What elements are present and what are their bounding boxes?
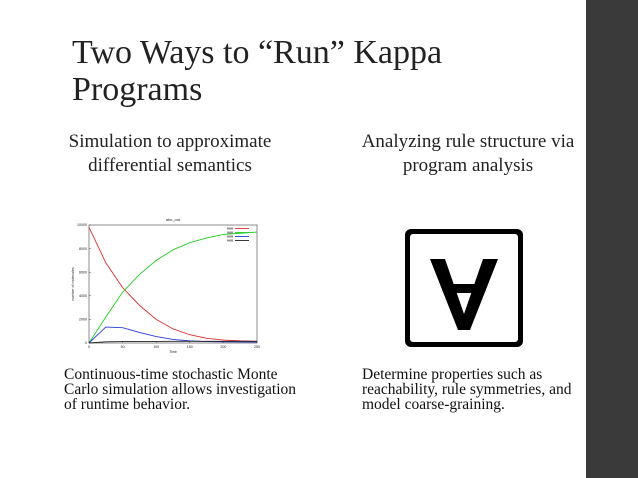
chart-title: abc_out: [165, 217, 181, 222]
turned-a-symbol-panel: [410, 234, 518, 342]
chart-x-axis-label: Time: [169, 350, 177, 354]
chart-legend-text-placeholder: [227, 228, 233, 230]
left-column-description: Continuous-time stochastic Monte Carlo simulation allows investigation of runtime behavior.: [64, 366, 297, 413]
chart-x-tick-label: 200: [220, 345, 227, 349]
simulation-line-chart: [65, 213, 261, 363]
slide-title: Two Ways to “Run” Kappa Programs: [72, 34, 443, 108]
slide-sidebar-strip: [586, 0, 638, 478]
chart-y-tick-label: 8000: [79, 246, 87, 251]
chart-legend-text-placeholder: [227, 240, 233, 242]
chart-y-tick-label: 0: [85, 341, 87, 346]
turned-a-symbol-frame: [405, 229, 523, 347]
chart-plot-frame: [89, 225, 257, 343]
turned-a-icon: [410, 234, 518, 342]
chart-x-tick-label: 150: [186, 345, 193, 349]
chart-x-tick-label: 100: [153, 345, 160, 349]
chart-legend-text-placeholder: [227, 232, 233, 234]
chart-y-tick-label: 2000: [79, 317, 87, 322]
chart-y-tick-label: 10000: [77, 223, 87, 228]
chart-x-tick-label: 0: [88, 345, 90, 349]
left-column-heading: Simulation to approximate differential semantics: [68, 131, 272, 176]
chart-y-axis-label: number of molecules: [71, 267, 75, 301]
chart-y-tick-label: 6000: [79, 270, 87, 275]
chart-legend-text-placeholder: [227, 236, 233, 238]
chart-y-tick-label: 4000: [79, 294, 87, 298]
chart-x-tick-label: 50: [120, 345, 125, 349]
right-column-heading: Analyzing rule structure via program analysis: [361, 131, 575, 176]
right-column-description: Determine properties such as reachability, rule symmetries, and model coarse-graining.: [362, 366, 572, 413]
chart-x-tick-label: 250: [254, 345, 260, 349]
